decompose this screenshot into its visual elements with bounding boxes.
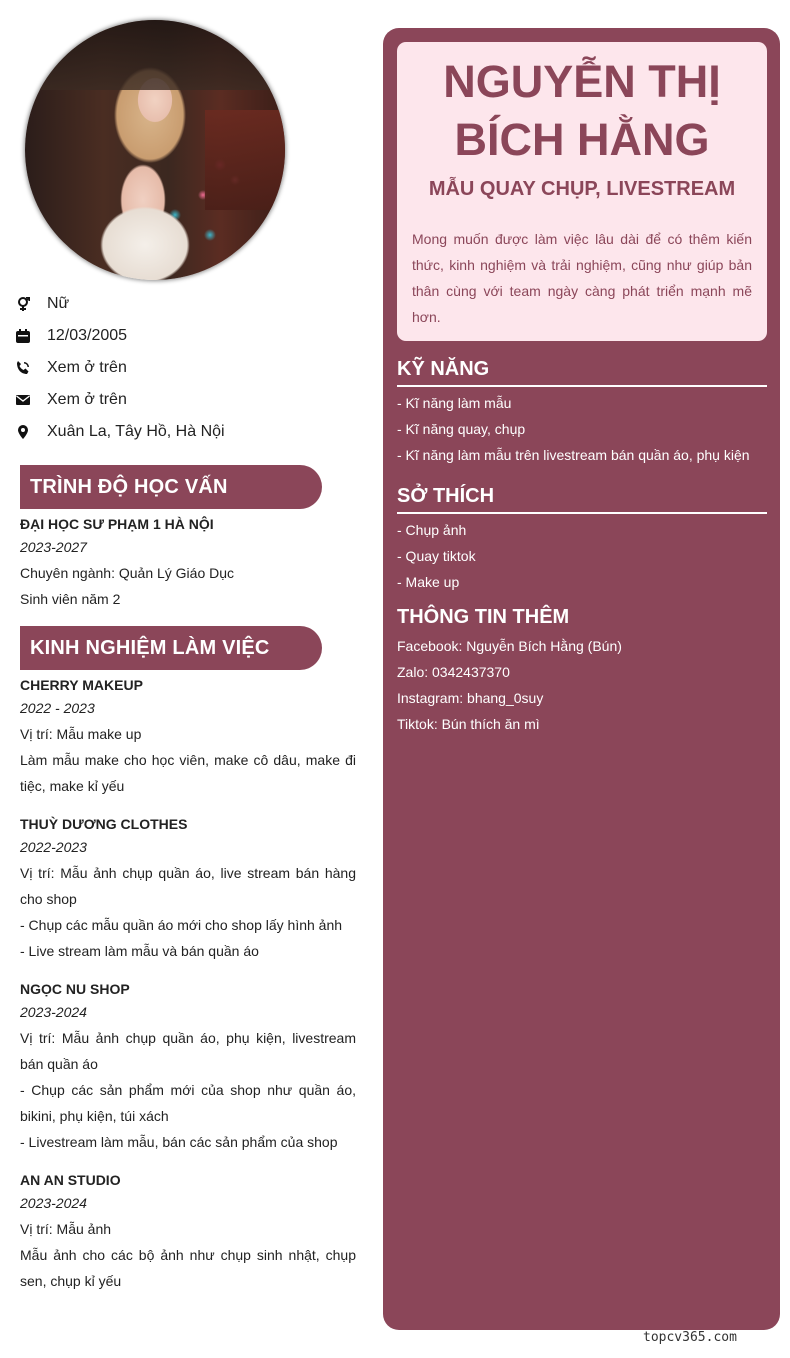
skills-heading: KỸ NĂNG [397,356,767,387]
email-icon [14,391,32,409]
job-line: - Chụp các sản phẩm mới của shop như quần áo, bikini, phụ kiện, túi xách [20,1082,356,1124]
instagram-info: Instagram: bhang_0suy [397,690,544,706]
skill-item: - Kĩ năng làm mẫu trên livestream bán quần áo, phụ kiện [397,447,750,463]
gender-value: Nữ [47,295,70,312]
job-entry [20,1167,356,1294]
experience-heading: KINH NGHIỆM LÀM VIỆC [20,626,322,670]
hobby-item: - Make up [397,574,460,590]
job-period: 2022 - 2023 [20,700,95,716]
zalo-info: Zalo: 0342437370 [397,664,510,680]
name-line-1: NGUYỄN THỊ [443,56,721,107]
hobby-item: - Chụp ảnh [397,522,467,538]
job-period: 2023-2024 [20,1004,87,1020]
job-period: 2023-2024 [20,1195,87,1211]
skills-section [397,356,767,468]
hobbies-heading: SỞ THÍCH [397,483,767,514]
calendar-icon [14,327,32,345]
job-line: Mẫu ảnh cho các bộ ảnh như chụp sinh nhật, chụp sen, chụp kỉ yếu [20,1247,356,1289]
job-line: Vị trí: Mẫu ảnh [20,1221,112,1237]
job-entry [20,672,356,799]
address-value: Xuân La, Tây Hồ, Hà Nội [47,423,225,440]
profile-photo [25,20,285,280]
contact-phone [14,352,225,384]
career-objective: Mong muốn được làm việc lâu dài để có thêm kiến thức, kinh nghiệm và trải nghiệm, cũng như giúp bản thân cùng với team ngày càng phát triển mạnh mẽ hơn. [412,231,752,325]
header-card [397,42,767,341]
contact-email [14,384,225,416]
job-company: AN AN STUDIO [20,1172,121,1188]
location-icon [14,423,32,441]
skill-item: - Kĩ năng làm mẫu [397,395,512,411]
job-company: CHERRY MAKEUP [20,677,143,693]
skill-item: - Kĩ năng quay, chụp [397,421,526,437]
tiktok-info: Tiktok: Bún thích ăn mì [397,716,540,732]
job-line: Vị trí: Mẫu ảnh chụp quần áo, live stream bán hàng cho shop [20,865,356,907]
job-line: Vị trí: Mẫu ảnh chụp quần áo, phụ kiện, livestream bán quần áo [20,1030,356,1072]
education-year: Sinh viên năm 2 [20,591,121,607]
job-line: - Livestream làm mẫu, bán các sản phẩm của shop [20,1134,338,1150]
job-title: MẪU QUAY CHỤP, LIVESTREAM [428,178,736,200]
phone-icon [14,359,32,377]
job-company: NGỌC NU SHOP [20,981,130,997]
phone-value: Xem ở trên [47,359,127,376]
facebook-info: Facebook: Nguyễn Bích Hằng (Bún) [397,638,622,654]
job-line: Vị trí: Mẫu make up [20,726,142,742]
job-line: Làm mẫu make cho học viên, make cô dâu, make đi tiệc, make kỉ yếu [20,752,356,794]
gender-icon [14,295,32,313]
watermark: topcv365.com [643,1330,737,1345]
job-period: 2022-2023 [20,839,87,855]
name-line-2: BÍCH HẰNG [454,114,710,165]
education-major: Chuyên ngành: Quản Lý Giáo Dục [20,565,235,581]
contact-gender [14,288,225,320]
job-entry [20,811,356,964]
extra-info-section [397,604,767,737]
hobby-item: - Quay tiktok [397,548,476,564]
job-line: - Chụp các mẫu quần áo mới cho shop lấy hình ảnh [20,917,343,933]
education-heading: TRÌNH ĐỘ HỌC VẤN [20,465,322,509]
contact-list [14,288,225,448]
extra-info-heading: THÔNG TIN THÊM [397,606,570,628]
education-block [20,511,356,612]
full-name [397,42,767,169]
contact-birthday [14,320,225,352]
contact-address [14,416,225,448]
right-panel [383,28,780,1330]
hobbies-section [397,483,767,595]
education-period: 2023-2027 [20,539,87,555]
email-value: Xem ở trên [47,391,127,408]
school-name: ĐẠI HỌC SƯ PHẠM 1 HÀ NỘI [20,516,214,532]
birthday-value: 12/03/2005 [47,327,128,344]
job-entry [20,976,356,1155]
job-line: - Live stream làm mẫu và bán quần áo [20,943,259,959]
job-company: THUỲ DƯƠNG CLOTHES [20,816,188,832]
